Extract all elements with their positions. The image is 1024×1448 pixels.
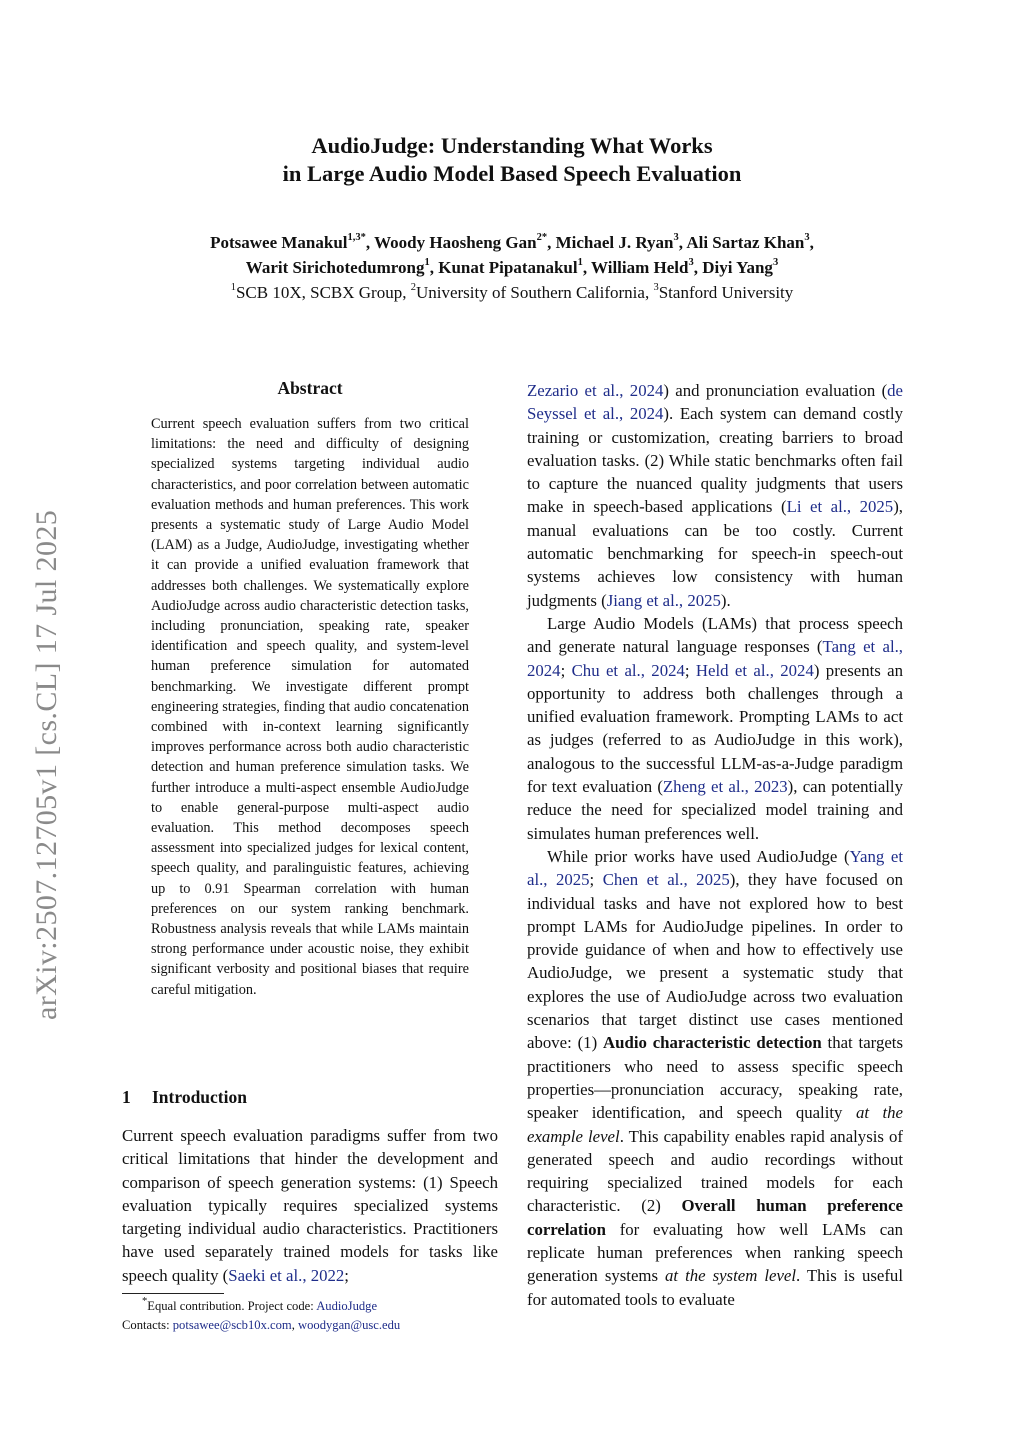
body-text: ; [344, 1265, 349, 1285]
separator: ; [684, 660, 696, 680]
paragraph [527, 612, 903, 845]
intro-paragraph-left [122, 1124, 498, 1287]
affiliation: SCB 10X, SCBX Group, [235, 283, 411, 302]
body-text: . This is useful for automated tools to evaluate [527, 1266, 903, 1309]
author-name: Kunat Pipatanakul [438, 258, 578, 277]
paragraph [527, 379, 903, 612]
affiliation-marker: 1 [230, 282, 236, 294]
author-marker: 3 [772, 257, 779, 269]
author-marker: 3 [688, 257, 694, 269]
abstract-heading: Abstract [277, 378, 343, 398]
affiliation-marker: 3 [653, 282, 659, 294]
body-text: for evaluating how well LAMs can replicate human preferences when ranking speech generation systems [527, 1219, 903, 1286]
author-line-1: Potsawee Manakul$^{1,3*}$, Woody Haosheng Gan$^{2*}$, Michael J. Ryan$^3$, Ali Sartaz Khan$^3$, [210, 232, 814, 252]
author-name: Diyi Yang [702, 258, 773, 277]
citation-link[interactable]: Zheng et al., 2023 [662, 777, 788, 797]
right-column [527, 379, 903, 1311]
separator: , [291, 1317, 298, 1332]
abstract-text: Current speech evaluation suffers from two critical limitations: the need and difficulty of designing specialized systems targeting individual audio characteristics, and poor correlation between automatic evaluation methods and human preferences. This work presents a systematic study of Large Audio Model (LAM) as a Judge, AudioJudge, investigating whether it can provide a unified evaluation framework that addresses both challenges. We systematically explore AudioJudge across audio characteristic detection tasks, including pronunciation, speaking rate, speaker identification and speech quality, and system-level human preference simulation for automated benchmarking. We investigate different prompt engineering strategies, finding that audio concatenation combined with in-context learning significantly improves performance across both audio characteristic detection and human preference simulation tasks. We further introduce a multi-aspect ensemble AudioJudge to enable general-purpose multi-aspect audio evaluation. This method decomposes speech assessment into specialized judges for lexical content, speech quality, and paralinguistic features, achieving up to 0.91 Spearman correlation with human preferences on our system ranking benchmark. Robustness analysis reveals that while LAMs maintain strong performance under acoustic noise, they exhibit significant verbosity and positional biases that require careful mitigation. [151, 416, 469, 998]
paragraph [527, 845, 903, 1311]
author-line-2: Warit Sirichotedumrong$^1$, Kunat Pipatanakul$^1$, William Held$^3$, Diyi Yang$^3$ [245, 257, 779, 277]
citation-link[interactable]: Yang et al., 2025 [527, 846, 903, 890]
email-link[interactable]: woodygan@usc.edu [298, 1317, 401, 1332]
bold-term: Audio characteristic detection [603, 1033, 822, 1053]
author-block [100, 230, 924, 305]
author-name: Potsawee Manakul [210, 233, 348, 252]
italic-term: at the system level [665, 1266, 797, 1286]
separator: ; [560, 660, 572, 680]
paper-title [150, 132, 874, 188]
body-text: that targets practitioners who need to assess specific speech properties—pronunciation accuracy, speaking rate, speaker identification, and speech quality [527, 1033, 903, 1123]
affiliations [100, 280, 924, 305]
body-text: ) presents an opportunity to address both challenges through a unified evaluation framework. Prompting LAMs to act as judges (referred to as AudioJudge in this work), analogous to the successful LLM-as-a-Judge paradigm for text evaluation ( [527, 660, 904, 797]
citation-link[interactable]: Saeki et al., 2022 [228, 1265, 345, 1285]
body-text: Current speech evaluation paradigms suffer from two critical limitations that hinder the development and comparison of speech generation systems: (1) Speech evaluation typically requires specialized systems targeting individual audio characteristics. Practitioners have used separately trained models for tasks like speech quality ( [122, 1126, 498, 1285]
footnote-marker: * [142, 1295, 148, 1307]
citation-link[interactable]: Chu et al., 2024 [571, 660, 685, 680]
footnote-equal-contribution [122, 1297, 498, 1316]
footnotes [122, 1297, 498, 1334]
citation-link[interactable]: Jiang et al., 2025 [606, 590, 721, 610]
body-text: While prior works have used AudioJudge ( [547, 846, 850, 866]
affiliation: University of Southern California, [415, 283, 654, 302]
author-name: Ali Sartaz Khan [686, 233, 805, 252]
author-marker: 2* [536, 232, 548, 244]
author-name: William Held [591, 258, 689, 277]
title-line-2: in Large Audio Model Based Speech Evaluation [282, 161, 742, 186]
section-heading-introduction [122, 1087, 247, 1108]
affiliation-marker: 2 [410, 282, 416, 294]
footnote-contacts [122, 1316, 498, 1335]
separator: ; [589, 870, 603, 890]
author-name: Michael J. Ryan [555, 233, 674, 252]
footnote-text: Equal contribution. Project code: [147, 1299, 317, 1313]
author-marker: 1,3* [347, 232, 366, 244]
author-name: Warit Sirichotedumrong [245, 258, 425, 277]
project-code-link[interactable]: AudioJudge [316, 1299, 378, 1313]
citation-link[interactable]: Tang et al., 2024 [527, 637, 903, 680]
title-line-1: AudioJudge: Understanding What Works [311, 133, 713, 158]
citation-link[interactable]: Li et al., 2025 [786, 497, 894, 517]
section-number: 1 [122, 1087, 131, 1107]
author-marker: 3 [673, 232, 679, 244]
body-text: . This capability enables rapid analysis of generated speech and audio recordings without requiring specialized trained models for each characteristic. (2) [527, 1126, 903, 1216]
footnote-rule [122, 1293, 224, 1294]
body-text: ), can potentially reduce the need for specialized model training and simulates human preferences well. [527, 777, 903, 843]
italic-term: at the example level [527, 1103, 903, 1146]
author-name: Woody Haosheng Gan [374, 233, 537, 252]
arxiv-identifier: arXiv:2507.12705v1 [cs.CL] 17 Jul 2025 [30, 509, 63, 1020]
body-text: ), they have focused on individual tasks and have not explored how to best prompt LAMs for AudioJudge pipelines. In order to provide guidance of when and how to effectively use AudioJudge, we present a systematic study that explores the use of AudioJudge across two evaluation scenarios that target distinct use cases mentioned above: (1) [527, 870, 903, 1053]
section-title: Introduction [152, 1087, 247, 1107]
body-text: ). Each system can demand costly training or customization, creating barriers to broad evaluation tasks. (2) While static benchmarks often fail to capture the nuanced quality judgments that users make in speech-based applications ( [527, 404, 903, 517]
body-text: ). [720, 590, 731, 610]
body-text: Large Audio Models (LAMs) that process speech and generate natural language responses ( [527, 613, 903, 657]
citation-link[interactable]: de Seyssel et al., 2024 [527, 381, 903, 424]
affiliation: Stanford University [658, 283, 794, 302]
body-text: ) and pronunciation evaluation ( [663, 381, 888, 400]
footnote-text: Contacts: [122, 1317, 173, 1332]
citation-link[interactable]: Held et al., 2024 [695, 660, 814, 680]
email-link[interactable]: potsawee@scb10x.com [172, 1317, 292, 1332]
author-marker: 1 [424, 257, 430, 269]
bold-term: Overall human preference correlation [527, 1196, 903, 1239]
author-marker: 1 [577, 257, 583, 269]
body-text: ), manual evaluations can be too costly. Current automatic benchmarking for speech-in speech-out systems achieves low consistency with human judgments ( [527, 497, 903, 610]
citation-link[interactable]: Zezario et al., 2024 [527, 381, 664, 400]
citation-link[interactable]: Chen et al., 2025 [602, 870, 730, 890]
author-marker: 3 [804, 232, 810, 244]
